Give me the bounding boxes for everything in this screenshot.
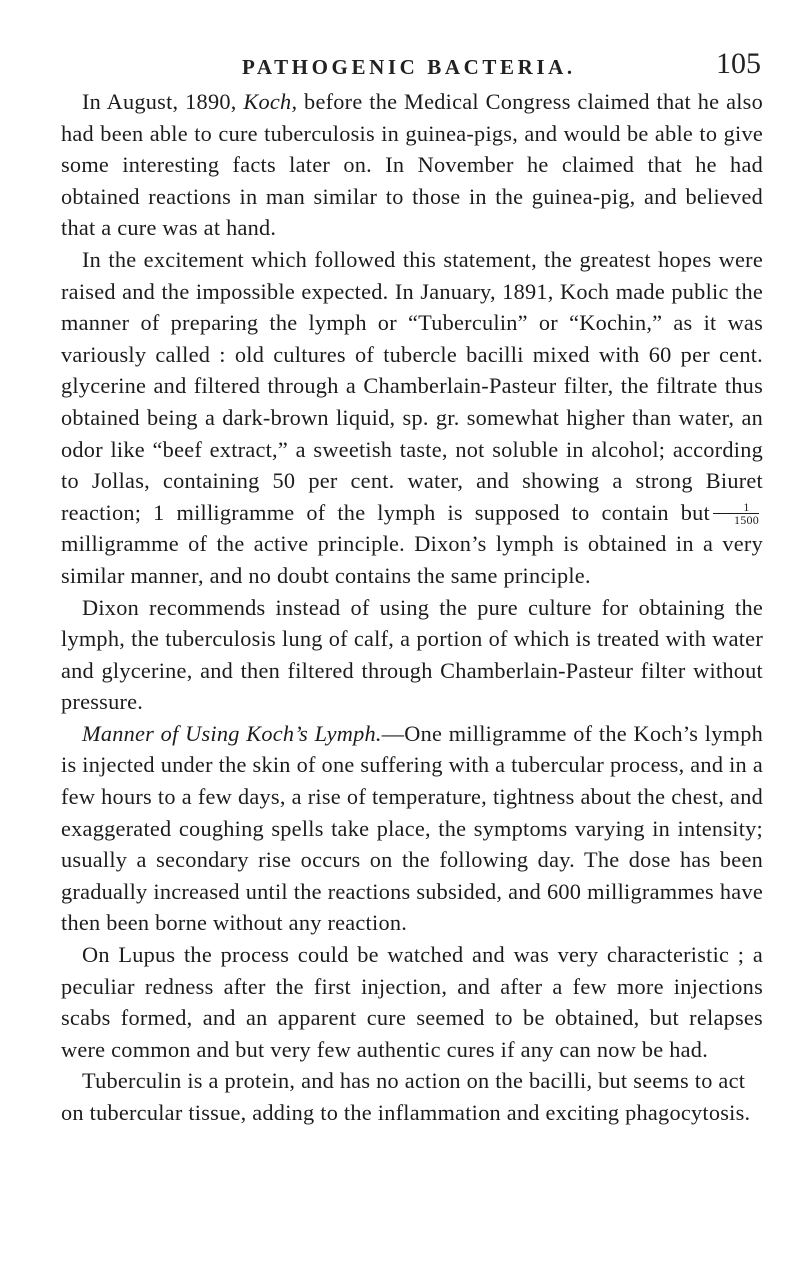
text-run: —One milligramme of the Koch’s lymph is injected under the skin of one suffering with a tubercular process, and in a few hours to a few days, a rise of temperature, tightness about the chest, and exaggerated coughing spells take place, the symptoms varying in intensity; usually a secondary rise occurs on the following day. The dose has been gradually increased until the reactions subsided, and 600 milligrammes have then been borne without any reaction. [61, 720, 763, 936]
fraction-numerator: 1 [713, 501, 759, 514]
text-run: milligramme of the active principle. Dixon’s lymph is obtained in a very similar manner, and no doubt contains the same principle. [61, 531, 763, 588]
fraction [713, 501, 759, 526]
paragraph-dixon-method [61, 592, 763, 718]
body-text [61, 86, 763, 1129]
text-run: Dixon recommends instead of using the pure culture for obtaining the lymph, the tuberculosis lung of calf, a portion of which is treated with water and glycerine, and then filtered through Chamberlain-Pasteur filter without pressure. [61, 594, 763, 715]
italic-koch: Koch, [243, 89, 298, 114]
page-number: 105 [716, 47, 761, 80]
paragraph-tuberculin-preparation [61, 244, 763, 592]
fraction-denominator: 1500 [734, 513, 759, 528]
paragraph-tuberculin-protein [61, 1065, 763, 1128]
text-run: before the Medical Congress claimed that he also had been able to cure tuberculosis in guinea-pigs, and would be able to give some interesting facts later on. In November he claimed that he had obtained reactions in man similar to those in the guinea-pig, and believed that a cure was at hand. [61, 89, 763, 241]
text-run: Tuberculin is a protein, and has no action on the bacilli, but seems to act on tubercular tissue, adding to the inflammation and exciting phagocytosis. [61, 1068, 751, 1125]
paragraph-koch-congress [61, 86, 763, 244]
section-heading-manner-of-using: Manner of Using Koch’s Lymph. [82, 720, 382, 746]
book-page [61, 0, 763, 1125]
text-run: On Lupus the process could be watched and was very characteristic ; a peculiar redness after the first injection, and after a few more injections scabs formed, and an apparent cure seemed to be obtained, but relapses were common and but very few authentic cures if any can now be had. [61, 942, 763, 1062]
text-run: In the excitement which followed this statement, the greatest hopes were raised and the impossible expected. In January, 1891, Koch made public the manner of preparing the lymph or “Tuberculin” or “Kochin,” as it was variously called : old cultures of tubercle bacilli mixed with 60 per cent. glycerine and filtered through a Chamberlain-Pasteur filter, the filtrate thus obtained being a dark-brown liquid, sp. gr. somewhat higher than water, an odor like “beef extract,” a sweetish taste, not soluble in alcohol; according to Jollas, containing 50 per cent. water, and showing a strong Biuret reaction; 1 milligramme of the lymph is supposed to contain but [61, 246, 763, 525]
text-run: In August, 1890, [82, 89, 244, 114]
running-head: PATHOGENIC BACTERIA. [242, 55, 576, 79]
paragraph-lupus [61, 939, 763, 1065]
page-header [61, 0, 761, 84]
paragraph-manner-of-using [61, 718, 763, 939]
